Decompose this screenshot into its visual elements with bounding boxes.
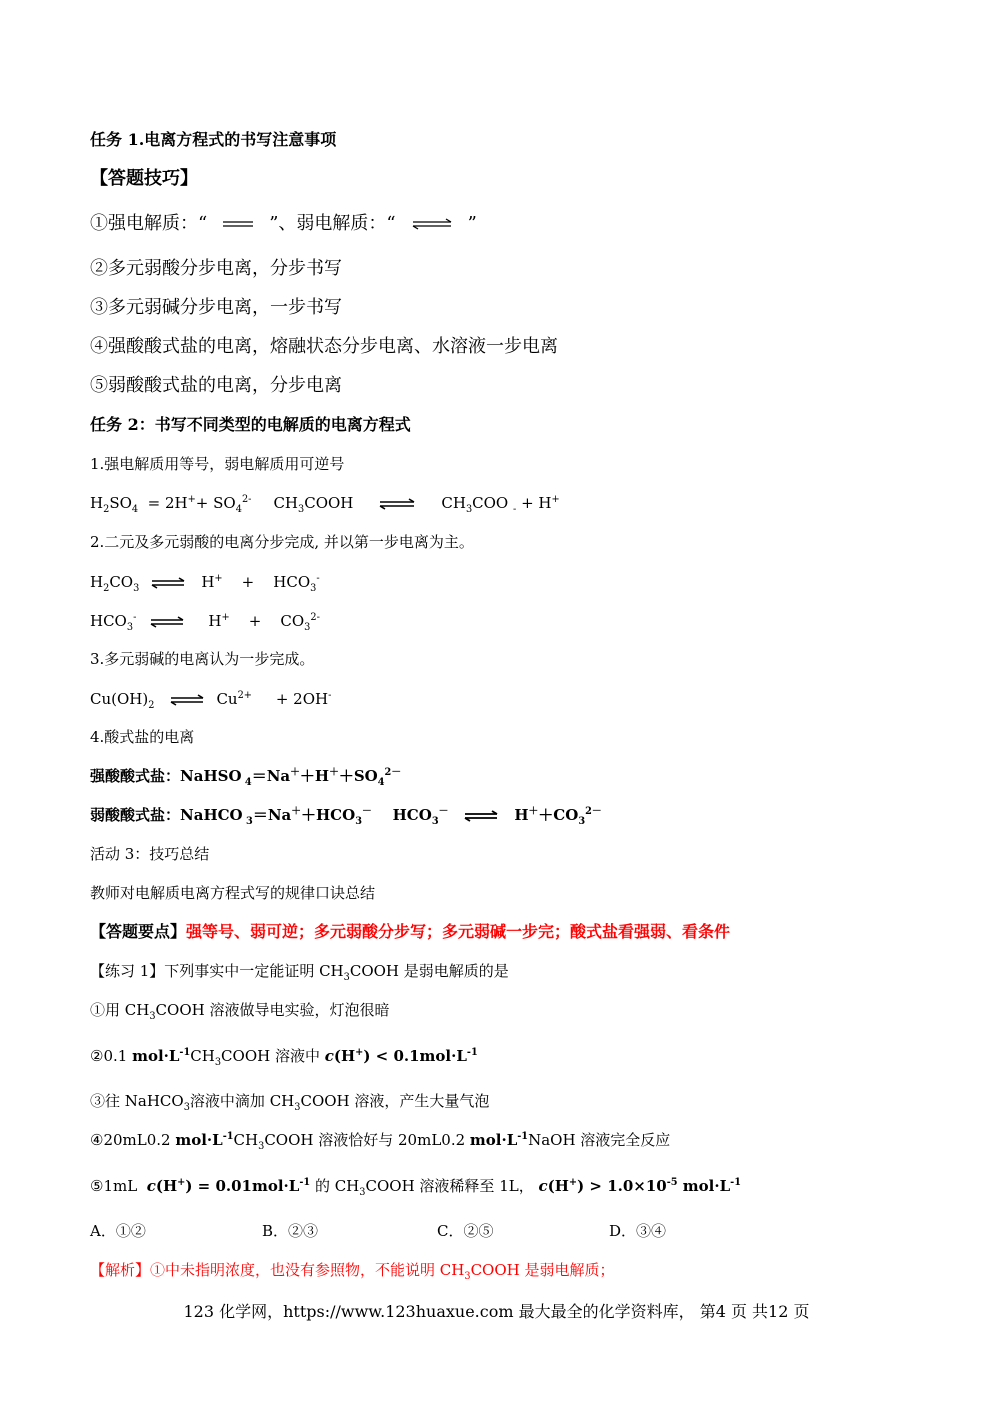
exercise1-option-1: ①用 $CH_3COOH$ 溶液做导电实验，灯泡很暗 (90, 1001, 390, 1022)
exercise1-analysis: 【解析】①中未指明浓度，也没有参照物，不能说明 $CH_3COOH$ 是弱电解质； (90, 1261, 615, 1282)
reversible-arrow-icon (149, 577, 187, 589)
task2-title: 任务 2：书写不同类型的电解质的电离方程式 (90, 415, 411, 434)
equation-hco3: $HCO_3^-$ H+ + $CO_3^{2-}$ (90, 612, 320, 633)
task2-item-3: 3.多元弱碱的电离认为一步完成。 (90, 650, 315, 668)
task2-item-1: 1.强电解质用等号，弱电解质用可逆号 (90, 455, 345, 473)
choice-d[interactable]: D．③④ (609, 1222, 667, 1240)
tip-5: ⑤弱酸酸式盐的电离，分步电离 (90, 375, 342, 396)
choice-c[interactable]: C．②⑤ (437, 1222, 494, 1240)
exercise1-stem: 【练习 1】下列事实中一定能证明 $CH_3COOH$ 是弱电解质的是 (90, 962, 509, 983)
equation-h2co3: $H_2CO_3$ H+ + $HCO_3^-$ (90, 573, 320, 594)
tip-2: ②多元弱酸分步电离，分步书写 (90, 258, 342, 279)
tip-3: ③多元弱碱分步电离，一步书写 (90, 297, 342, 318)
activity3-summary: 教师对电解质电离方程式写的规律口诀总结 (90, 884, 376, 902)
task2-item-4: 4.酸式盐的电离 (90, 728, 195, 746)
tip-1: ①强电解质：“ ”、弱电解质：“ ” (90, 213, 477, 234)
task1-title: 任务 1.电离方程式的书写注意事项 (90, 130, 337, 149)
task2-item-2: 2.二元及多元弱酸的电离分步完成, 并以第一步电离为主。 (90, 533, 474, 551)
exercise1-option-2: ②0.1 $mol\cdot L^{-1}CH_3COOH$ 溶液中 $c(H^+) < 0.1mol\cdot L^{-1}$ (90, 1047, 478, 1068)
weak-acid-salt-equation: 弱酸酸式盐：NaHCO $_3=Na^++HCO_3^-$ $HCO_3^-$ $H^++CO_3^{2-}$ (90, 806, 602, 827)
tip-4: ④强酸酸式盐的电离，熔融状态分步电离、水溶液一步电离 (90, 336, 558, 357)
tips-heading: 【答题技巧】 (90, 168, 198, 189)
equation-cuoh2: $Cu(OH)_2$ $Cu^{2+}$ + 2OH- (90, 690, 332, 711)
choice-b[interactable]: B．②③ (262, 1222, 319, 1240)
keypoint: 【答题要点】强等号、弱可逆；多元弱酸分步写；多元弱碱一步完；酸式盐看强弱、看条件 (90, 922, 731, 941)
reversible-arrow-icon (168, 694, 206, 706)
page-footer: 123 化学网，https://www.123huaxue.com 最大最全的化学资料库， 第4 页 共12 页 (183, 1302, 810, 1321)
exercise1-option-4: ④20mL0.2 $mol\cdot L^{-1}CH_3COOH$ 溶液恰好与 20mL0.2 $mol\cdot L^{-1}NaOH$ 溶液完全反应 (90, 1131, 671, 1152)
exercise1-option-5: ⑤1mL $c(H^+) = 0.01mol\cdot L^{-1}$ 的 $CH_3COOH$ 溶液稀释至 1L， $c(H^+) > 1.0\times 10^{-5}$ $mol\cdot L^{-1}$ (90, 1177, 741, 1198)
equation-h2so4-ch3cooh: $H_2SO_4 = 2H^++ SO_4^{2-}$ $CH_3COOH$ $CH_3COO$ $_-$ + H+ (90, 494, 560, 515)
activity3-title: 活动 3：技巧总结 (90, 845, 210, 863)
strong-acid-salt-equation: 强酸酸式盐：NaHSO $_4=Na^++H^++SO_4^{2-}$ (90, 767, 402, 788)
exercise1-option-3: ③往 NaHCO$_3$溶液中滴加 $CH_3COOH$ 溶液，产生大量气泡 (90, 1092, 490, 1113)
equals-sign-icon (221, 219, 255, 229)
reversible-arrow-icon (462, 810, 500, 822)
reversible-arrow-icon (377, 498, 417, 510)
exercise1-choices (90, 1222, 666, 1240)
reversible-arrow-icon (410, 218, 454, 230)
reversible-arrow-icon (148, 616, 186, 628)
choice-a[interactable]: A．①② (90, 1222, 146, 1240)
